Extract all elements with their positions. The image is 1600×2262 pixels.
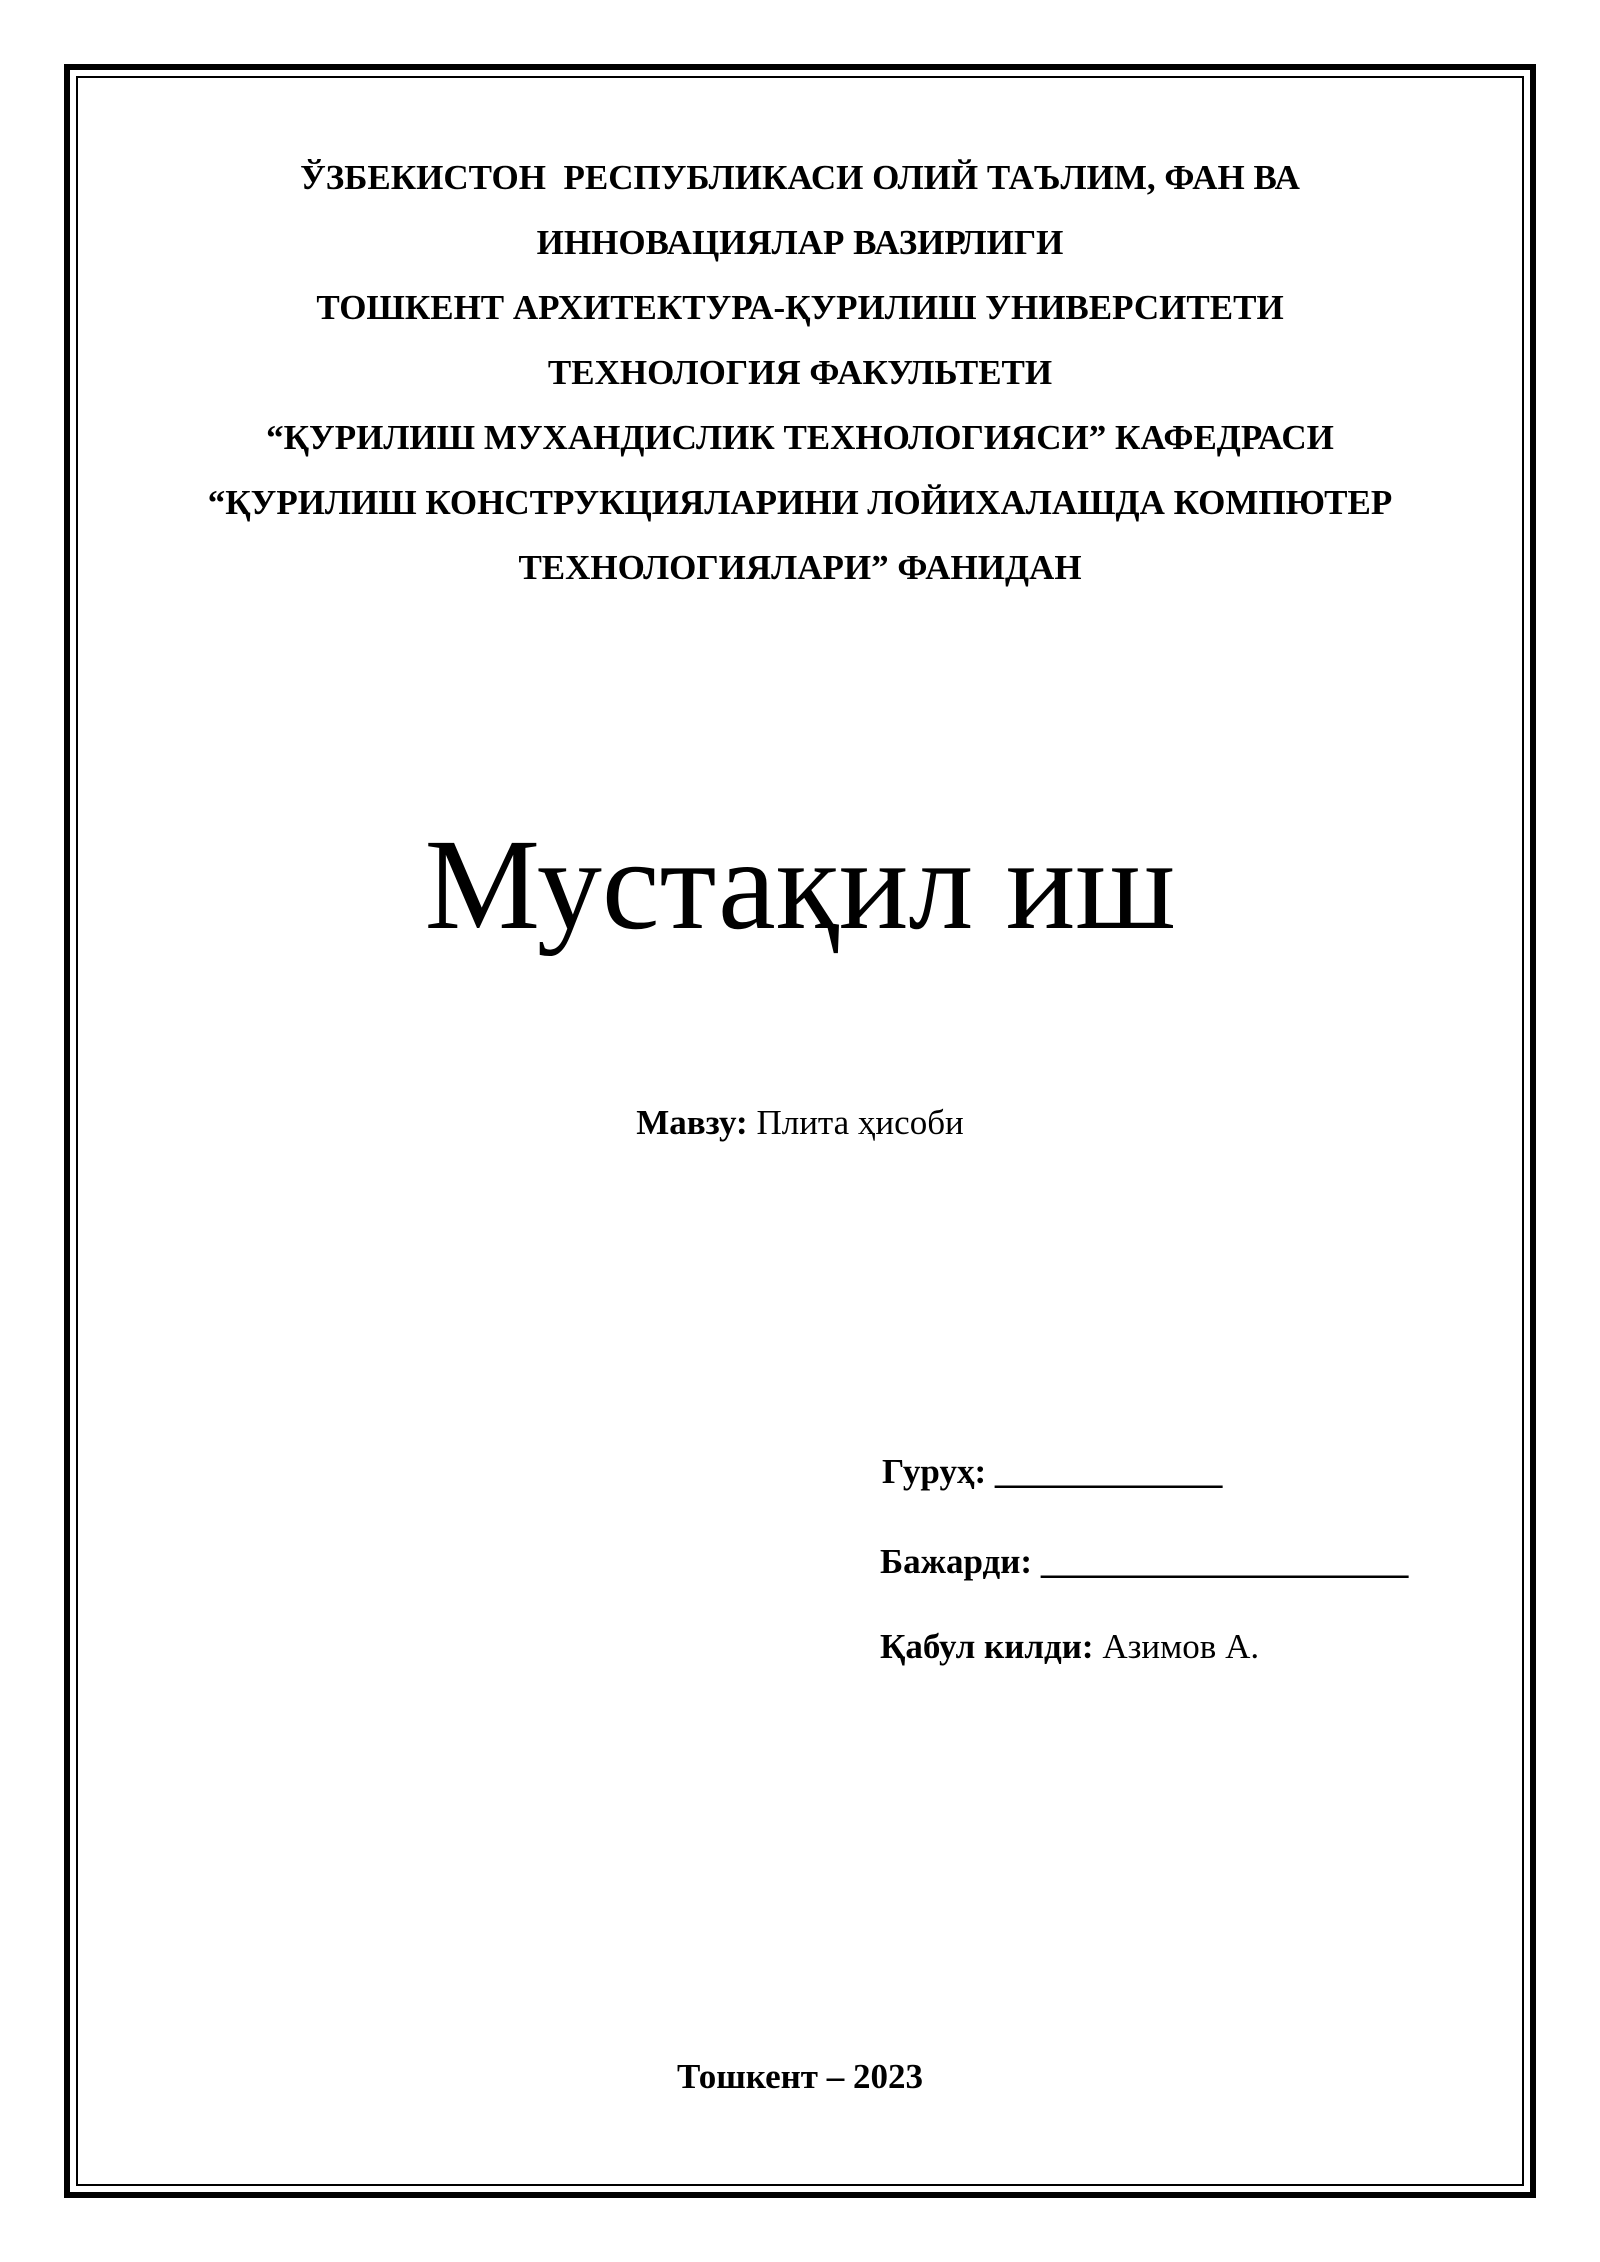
performed-by-value: _____________________ (1032, 1542, 1409, 1581)
header-line-faculty: ТЕХНОЛОГИЯ ФАКУЛЬТЕТИ (547, 353, 1053, 392)
header-line-ministry-1: ЎЗБЕКИСТОН РЕСПУБЛИКАСИ ОЛИЙ ТАЪЛИМ, ФАН ВА (300, 158, 1300, 197)
accepted-by-value: Азимов А. (1093, 1627, 1260, 1666)
performed-by-line (880, 1537, 1408, 1587)
institution-header (100, 145, 1500, 600)
topic-label: Мавзу: (636, 1103, 748, 1142)
header-line-ministry-2: ИННОВАЦИЯЛАР ВАЗИРЛИГИ (536, 223, 1064, 262)
footer-city-year: Тошкент – 2023 (676, 2057, 923, 2096)
group-line (882, 1447, 1222, 1497)
document-title: Мустақил иш (424, 813, 1176, 957)
header-line-subject-1: “ҚУРИЛИШ КОНСТРУКЦИЯЛАРИНИ ЛОЙИХАЛАШДА КОМПЮТЕР (207, 483, 1393, 522)
header-line-university: ТОШКЕНТ АРХИТЕКТУРА-ҚУРИЛИШ УНИВЕРСИТЕТИ (316, 288, 1284, 327)
group-value: _____________ (986, 1452, 1223, 1491)
accepted-by-label: Қабул килди: (880, 1627, 1094, 1666)
performed-by-label: Бажарди: (880, 1542, 1033, 1581)
accepted-by-line (880, 1622, 1259, 1672)
topic-value: Плита ҳисоби (747, 1103, 964, 1142)
group-label: Гуруҳ: (882, 1452, 987, 1491)
topic-line (100, 1098, 1500, 1148)
header-line-subject-2: ТЕХНОЛОГИЯЛАРИ” ФАНИДАН (518, 548, 1082, 587)
header-line-department: “ҚУРИЛИШ МУХАНДИСЛИК ТЕХНОЛОГИЯСИ” КАФЕДРАСИ (266, 418, 1334, 457)
